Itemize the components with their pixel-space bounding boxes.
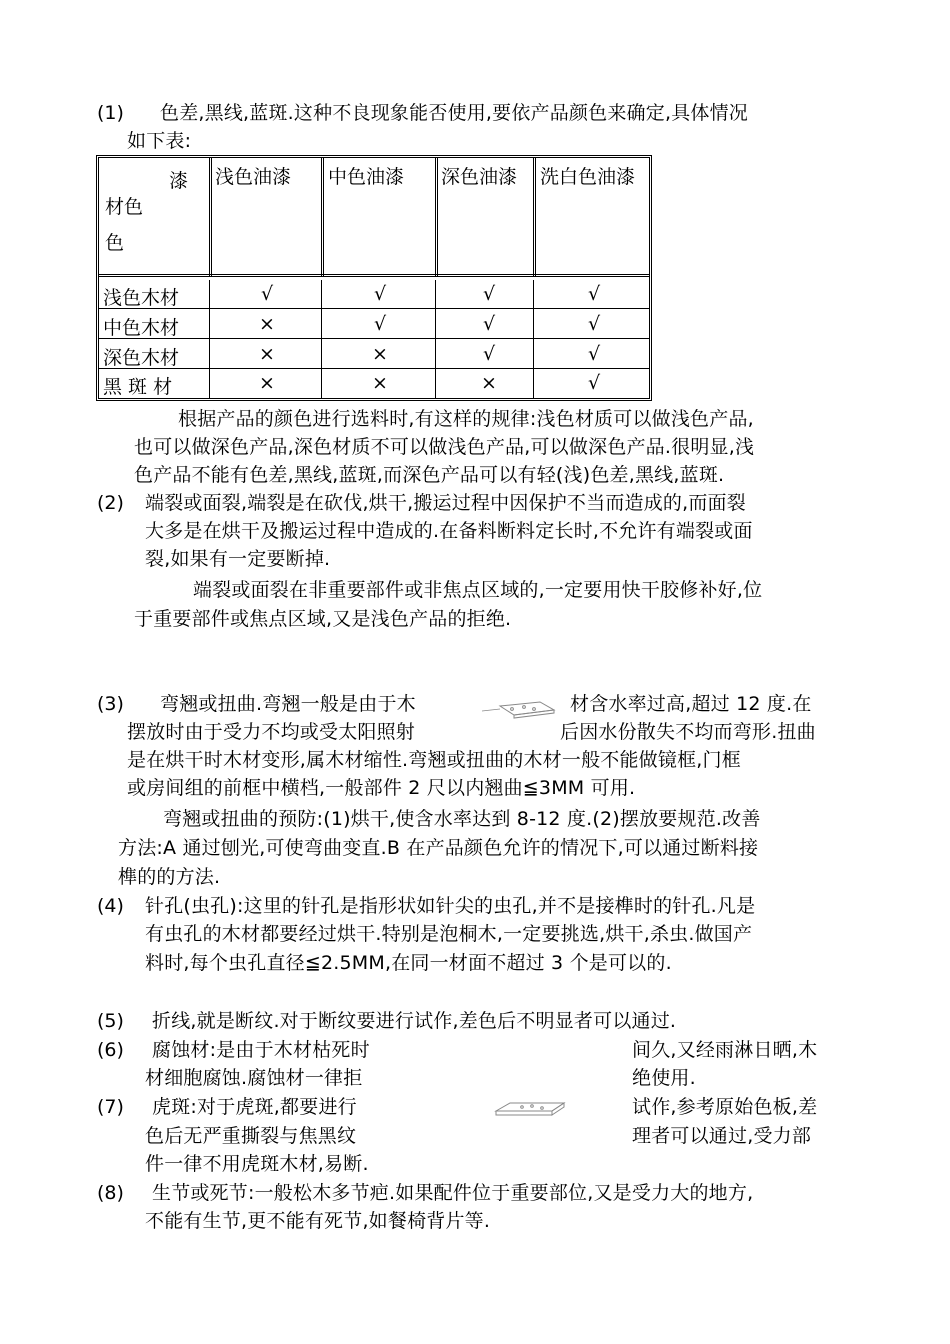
table-cell-mark: √ <box>482 283 496 305</box>
table-divider <box>209 280 210 398</box>
paragraph-2-sub-line-2: 于重要部件或焦点区域,又是浅色产品的拒绝. <box>134 608 512 630</box>
tiger-stripe-board-figure <box>492 1100 568 1122</box>
item-number-8: (8) <box>97 1182 124 1204</box>
table-divider <box>321 158 324 276</box>
table-cell-mark: × <box>481 372 497 394</box>
item-number-6: (6) <box>97 1039 124 1061</box>
item-number-1: (1) <box>97 102 124 124</box>
table-header-rule <box>99 274 649 277</box>
paragraph-3-line-2b: 后因水份散失不均而弯形.扭曲 <box>560 721 816 743</box>
table-cell-mark: × <box>259 313 275 335</box>
table-corner-color-label: 色 <box>105 232 125 254</box>
table-row-rule <box>99 308 649 309</box>
paragraph-5-line: 折线,就是断纹.对于断纹要进行试作,差色后不明显者可以通过. <box>152 1010 677 1032</box>
paragraph-3-sub-line-2: 方法:A 通过刨光,可使弯曲变直.B 在产品颜色允许的情况下,可以通过断料接 <box>118 837 759 859</box>
table-divider <box>435 280 436 398</box>
paragraph-3-line-1a: 弯翘或扭曲.弯翘一般是由于木 <box>160 693 416 715</box>
paragraph-3-line-3: 是在烘干时木材变形,属木材缩性.弯翘或扭曲的木材一般不能做镜框,门框 <box>127 749 741 771</box>
item-number-4: (4) <box>97 895 124 917</box>
paragraph-4-line-3: 料时,每个虫孔直径≦2.5MM,在同一材面不超过 3 个是可以的. <box>145 952 672 974</box>
table-row-label: 中色木材 <box>103 317 180 339</box>
item-number-5: (5) <box>97 1010 124 1032</box>
paragraph-6-line-2b: 绝使用. <box>632 1067 696 1089</box>
paragraph-2-line-2: 大多是在烘干及搬运过程中造成的.在备料断料定长时,不允许有端裂或面 <box>145 520 753 542</box>
after-table-line-1: 根据产品的颜色进行选料时,有这样的规律:浅色材质可以做浅色产品, <box>178 408 754 430</box>
paragraph-3-sub-line-3: 榫的的方法. <box>118 866 221 888</box>
paragraph-8-line-2: 不能有生节,更不能有死节,如餐椅背片等. <box>145 1210 491 1232</box>
table-cell-mark: √ <box>587 283 601 305</box>
item-number-3: (3) <box>97 693 124 715</box>
table-cell-mark: √ <box>260 283 274 305</box>
table-divider <box>321 280 322 398</box>
table-cell-mark: √ <box>587 343 601 365</box>
table-cell-mark: × <box>259 343 275 365</box>
paragraph-3-line-4: 或房间组的前框中横档,一般部件 2 尺以内翘曲≦3MM 可用. <box>127 777 636 799</box>
item-number-7: (7) <box>97 1096 124 1118</box>
table-header-whitewash-paint: 洗白色油漆 <box>540 166 636 188</box>
table-row-rule <box>99 338 649 339</box>
paragraph-8-line-1: 生节或死节:一般松木多节疤.如果配件位于重要部位,又是受力大的地方, <box>152 1182 754 1204</box>
paragraph-7-line-2b: 理者可以通过,受力部 <box>632 1125 812 1147</box>
table-row-rule <box>99 368 649 369</box>
table-cell-mark: √ <box>373 313 387 335</box>
paragraph-2-sub-line-1: 端裂或面裂在非重要部件或非焦点区域的,一定要用快干胶修补好,位 <box>193 579 763 601</box>
table-cell-mark: √ <box>482 313 496 335</box>
paragraph-3-line-1b: 材含水率过高,超过 12 度.在 <box>570 693 812 715</box>
table-divider <box>533 158 536 276</box>
paragraph-3-line-2a: 摆放时由于受力不均或受太阳照射 <box>127 721 416 743</box>
table-row-label: 深色木材 <box>103 347 180 369</box>
paragraph-2-line-1: 端裂或面裂,端裂是在砍伐,烘干,搬运过程中因保护不当而造成的,而面裂 <box>145 492 746 514</box>
paragraph-1-line-2: 如下表: <box>127 130 192 152</box>
paragraph-4-line-2: 有虫孔的木材都要经过烘干.特别是泡桐木,一定要挑选,烘干,杀虫.做国产 <box>145 923 753 945</box>
table-cell-mark: × <box>259 372 275 394</box>
table-row-label: 浅色木材 <box>103 287 180 309</box>
paragraph-7-line-3: 件一律不用虎斑木材,易断. <box>145 1153 369 1175</box>
table-divider <box>435 158 438 276</box>
paragraph-1-line-1: 色差,黑线,蓝斑.这种不良现象能否使用,要依产品颜色来确定,具体情况 <box>160 102 748 124</box>
item-number-2: (2) <box>97 492 124 514</box>
warped-board-figure <box>478 697 562 727</box>
paint-wood-color-table <box>96 155 652 401</box>
after-table-line-2: 也可以做深色产品,深色材质不可以做浅色产品,可以做深色产品.很明显,浅 <box>134 436 755 458</box>
paragraph-2-line-3: 裂,如果有一定要断掉. <box>145 548 331 570</box>
table-header-medium-paint: 中色油漆 <box>328 166 405 188</box>
table-divider <box>209 158 212 276</box>
table-cell-mark: √ <box>482 343 496 365</box>
paragraph-6-line-1a: 腐蚀材:是由于木材枯死时 <box>152 1039 370 1061</box>
paragraph-3-sub-line-1: 弯翘或扭曲的预防:(1)烘干,使含水率达到 8-12 度.(2)摆放要规范.改善 <box>163 808 761 830</box>
table-divider <box>533 280 534 398</box>
table-row-label: 黑 斑 材 <box>103 376 173 398</box>
table-cell-mark: √ <box>587 313 601 335</box>
table-cell-mark: √ <box>373 283 387 305</box>
table-header-dark-paint: 深色油漆 <box>441 166 518 188</box>
table-corner-paint-label: 漆 <box>169 170 189 192</box>
paragraph-7-line-2a: 色后无严重撕裂与焦黑纹 <box>145 1125 357 1147</box>
paragraph-7-line-1b: 试作,参考原始色板,差 <box>632 1096 818 1118</box>
paragraph-6-line-2a: 材细胞腐蚀.腐蚀材一律拒 <box>145 1067 363 1089</box>
after-table-line-3: 色产品不能有色差,黑线,蓝斑,而深色产品可以有轻(浅)色差,黑线,蓝斑. <box>134 464 725 486</box>
table-corner-wood-label: 材色 <box>105 196 144 218</box>
table-cell-mark: √ <box>587 372 601 394</box>
paragraph-6-line-1b: 间久,又经雨淋日晒,木 <box>632 1039 818 1061</box>
table-header-light-paint: 浅色油漆 <box>215 166 292 188</box>
paragraph-7-line-1a: 虎斑:对于虎斑,都要进行 <box>152 1096 357 1118</box>
paragraph-4-line-1: 针孔(虫孔):这里的针孔是指形状如针尖的虫孔,并不是接榫时的针孔.凡是 <box>145 895 756 917</box>
table-cell-mark: × <box>372 343 388 365</box>
table-cell-mark: × <box>372 372 388 394</box>
